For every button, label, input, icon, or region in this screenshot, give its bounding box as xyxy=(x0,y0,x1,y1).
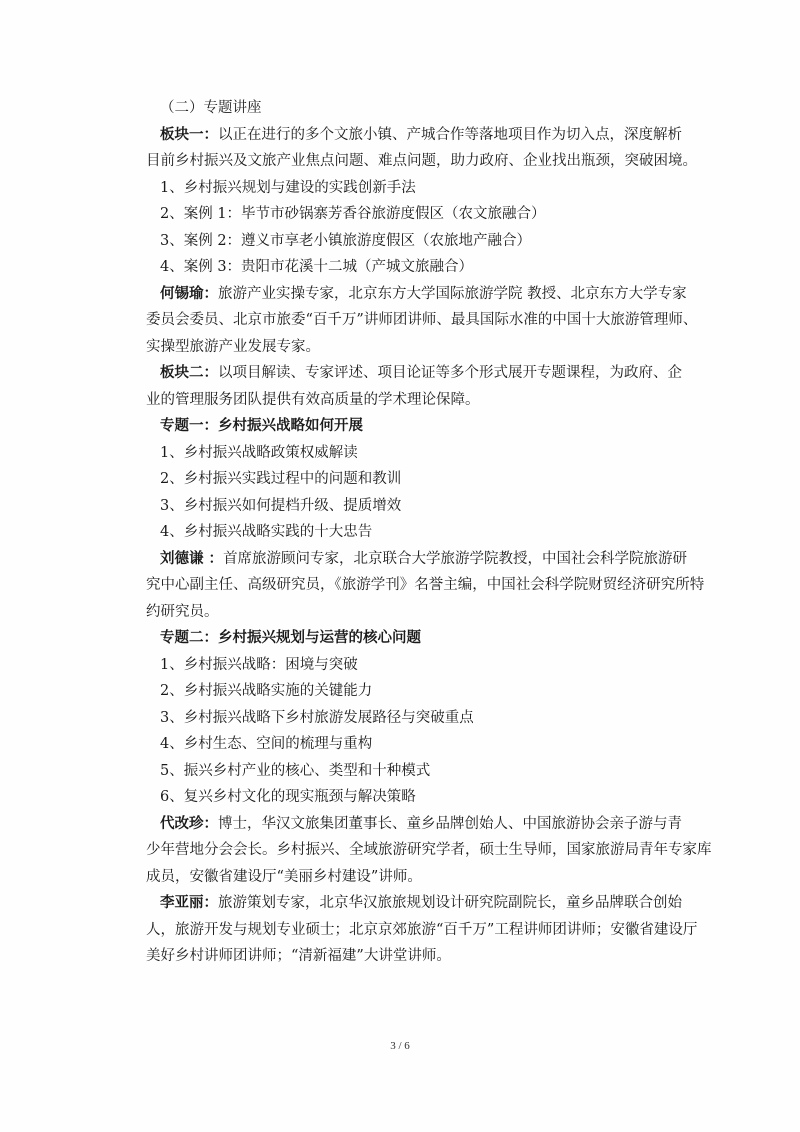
speaker-bio-line: 委员会委员、北京市旅委“百千万”讲师团讲师、最具国际水准的中国十大旅游管理师、 xyxy=(146,312,698,328)
module1-label: 板块一： xyxy=(160,125,218,143)
speaker-bio-line: 实操型旅游产业发展专家。 xyxy=(146,338,320,355)
list-item: 2、乡村振兴实践过程中的问题和教训 xyxy=(160,471,402,487)
topic2-title: 专题二：乡村振兴规划与运营的核心问题 xyxy=(160,629,421,646)
module2-paragraph xyxy=(146,360,694,413)
speaker-bio-line: 究中心副主任、高级研究员，《旅游学刊》名誉主编，中国社会科学院财贸经济研究所特 xyxy=(146,577,705,593)
speaker-bio-line: 旅游产业实操专家，北京东方大学国际旅游学院 教授、北京东方大学专家 xyxy=(218,285,687,302)
speaker-bio-line: 博士，华汉文旅集团董事长、童乡品牌创始人、中国旅游协会亲子游与青 xyxy=(218,815,682,832)
speaker-name: 代改珍： xyxy=(160,814,218,832)
list-item: 6、复兴乡村文化的现实瓶颈与解决策略 xyxy=(160,789,416,805)
list-item: 2、案例 1：毕节市砂锅寨芳香谷旅游度假区（农文旅融合） xyxy=(160,206,546,222)
speaker-bio xyxy=(146,281,698,361)
speaker-name: 何锡瑜： xyxy=(160,284,218,302)
list-item: 3、乡村振兴如何提档升级、提质增效 xyxy=(160,497,402,514)
speaker-bio xyxy=(146,546,705,626)
list-item: 1、乡村振兴规划与建设的实践创新手法 xyxy=(160,179,416,196)
speaker-bio xyxy=(146,811,712,891)
speaker-bio-line: 旅游策划专家，北京华汉旅旅规划设计研究院副院长，童乡品牌联合创始 xyxy=(218,895,682,911)
module1-line: 以正在进行的多个文旅小镇、产城合作等落地项目作为切入点，深度解析 xyxy=(218,126,682,143)
speaker-name: 李亚丽： xyxy=(160,894,218,911)
page-number: 3 / 6 xyxy=(390,1040,410,1052)
list-item: 1、乡村振兴战略：困境与突破 xyxy=(160,656,358,673)
module2-line: 业的管理服务团队提供有效高质量的学术理论保障。 xyxy=(146,391,480,408)
module1-paragraph xyxy=(146,122,697,175)
list-item: 5、振兴乡村产业的核心、类型和十种模式 xyxy=(160,762,431,779)
speaker-name: 刘德谦 ： xyxy=(160,549,224,567)
list-item: 3、乡村振兴战略下乡村旅游发展路径与突破重点 xyxy=(160,709,474,726)
speaker-bio-line: 约研究员。 xyxy=(146,603,219,620)
speaker-bio-line: 成员，安徽省建设厅“美丽乡村建设”讲师。 xyxy=(146,868,422,885)
list-item: 1、乡村振兴战略政策权威解读 xyxy=(160,444,358,461)
module1-line: 目前乡村振兴及文旅产业焦点问题、难点问题，助力政府、企业找出瓶颈，突破困境。 xyxy=(146,153,697,169)
speaker-bio-line: 美好乡村讲师团讲师；“清新福建”大讲堂讲师。 xyxy=(146,948,451,964)
list-item: 4、案例 3：贵阳市花溪十二城（产城文旅融合） xyxy=(160,259,474,275)
module2-label: 板块二： xyxy=(160,364,218,381)
list-item: 4、乡村生态、空间的梳理与重构 xyxy=(160,736,373,752)
speaker-bio-line: 人，旅游开发与规划专业硕士；北京京郊旅游“百千万”工程讲师团讲师；安徽省建设厅 xyxy=(146,921,698,938)
list-item: 4、乡村振兴战略实践的十大忠告 xyxy=(160,524,373,540)
page-content xyxy=(146,95,712,970)
list-item: 2、乡村振兴战略实施的关键能力 xyxy=(160,683,373,699)
speaker-bio xyxy=(146,890,698,970)
topic1-title: 专题一：乡村振兴战略如何开展 xyxy=(160,417,363,434)
speaker-bio-line: 少年营地分会会长。乡村振兴、全域旅游研究学者，硕士生导师，国家旅游局青年专家库 xyxy=(146,842,712,858)
section-heading: （二）专题讲座 xyxy=(160,100,262,116)
list-item: 3、案例 2：遵义市享老小镇旅游度假区（农旅地产融合） xyxy=(160,232,532,249)
speaker-bio-line: 首席旅游顾问专家，北京联合大学旅游学院教授，中国社会科学院旅游研 xyxy=(223,550,688,567)
module2-line: 以项目解读、专家评述、项目论证等多个形式展开专题课程，为政府、企 xyxy=(218,365,682,381)
